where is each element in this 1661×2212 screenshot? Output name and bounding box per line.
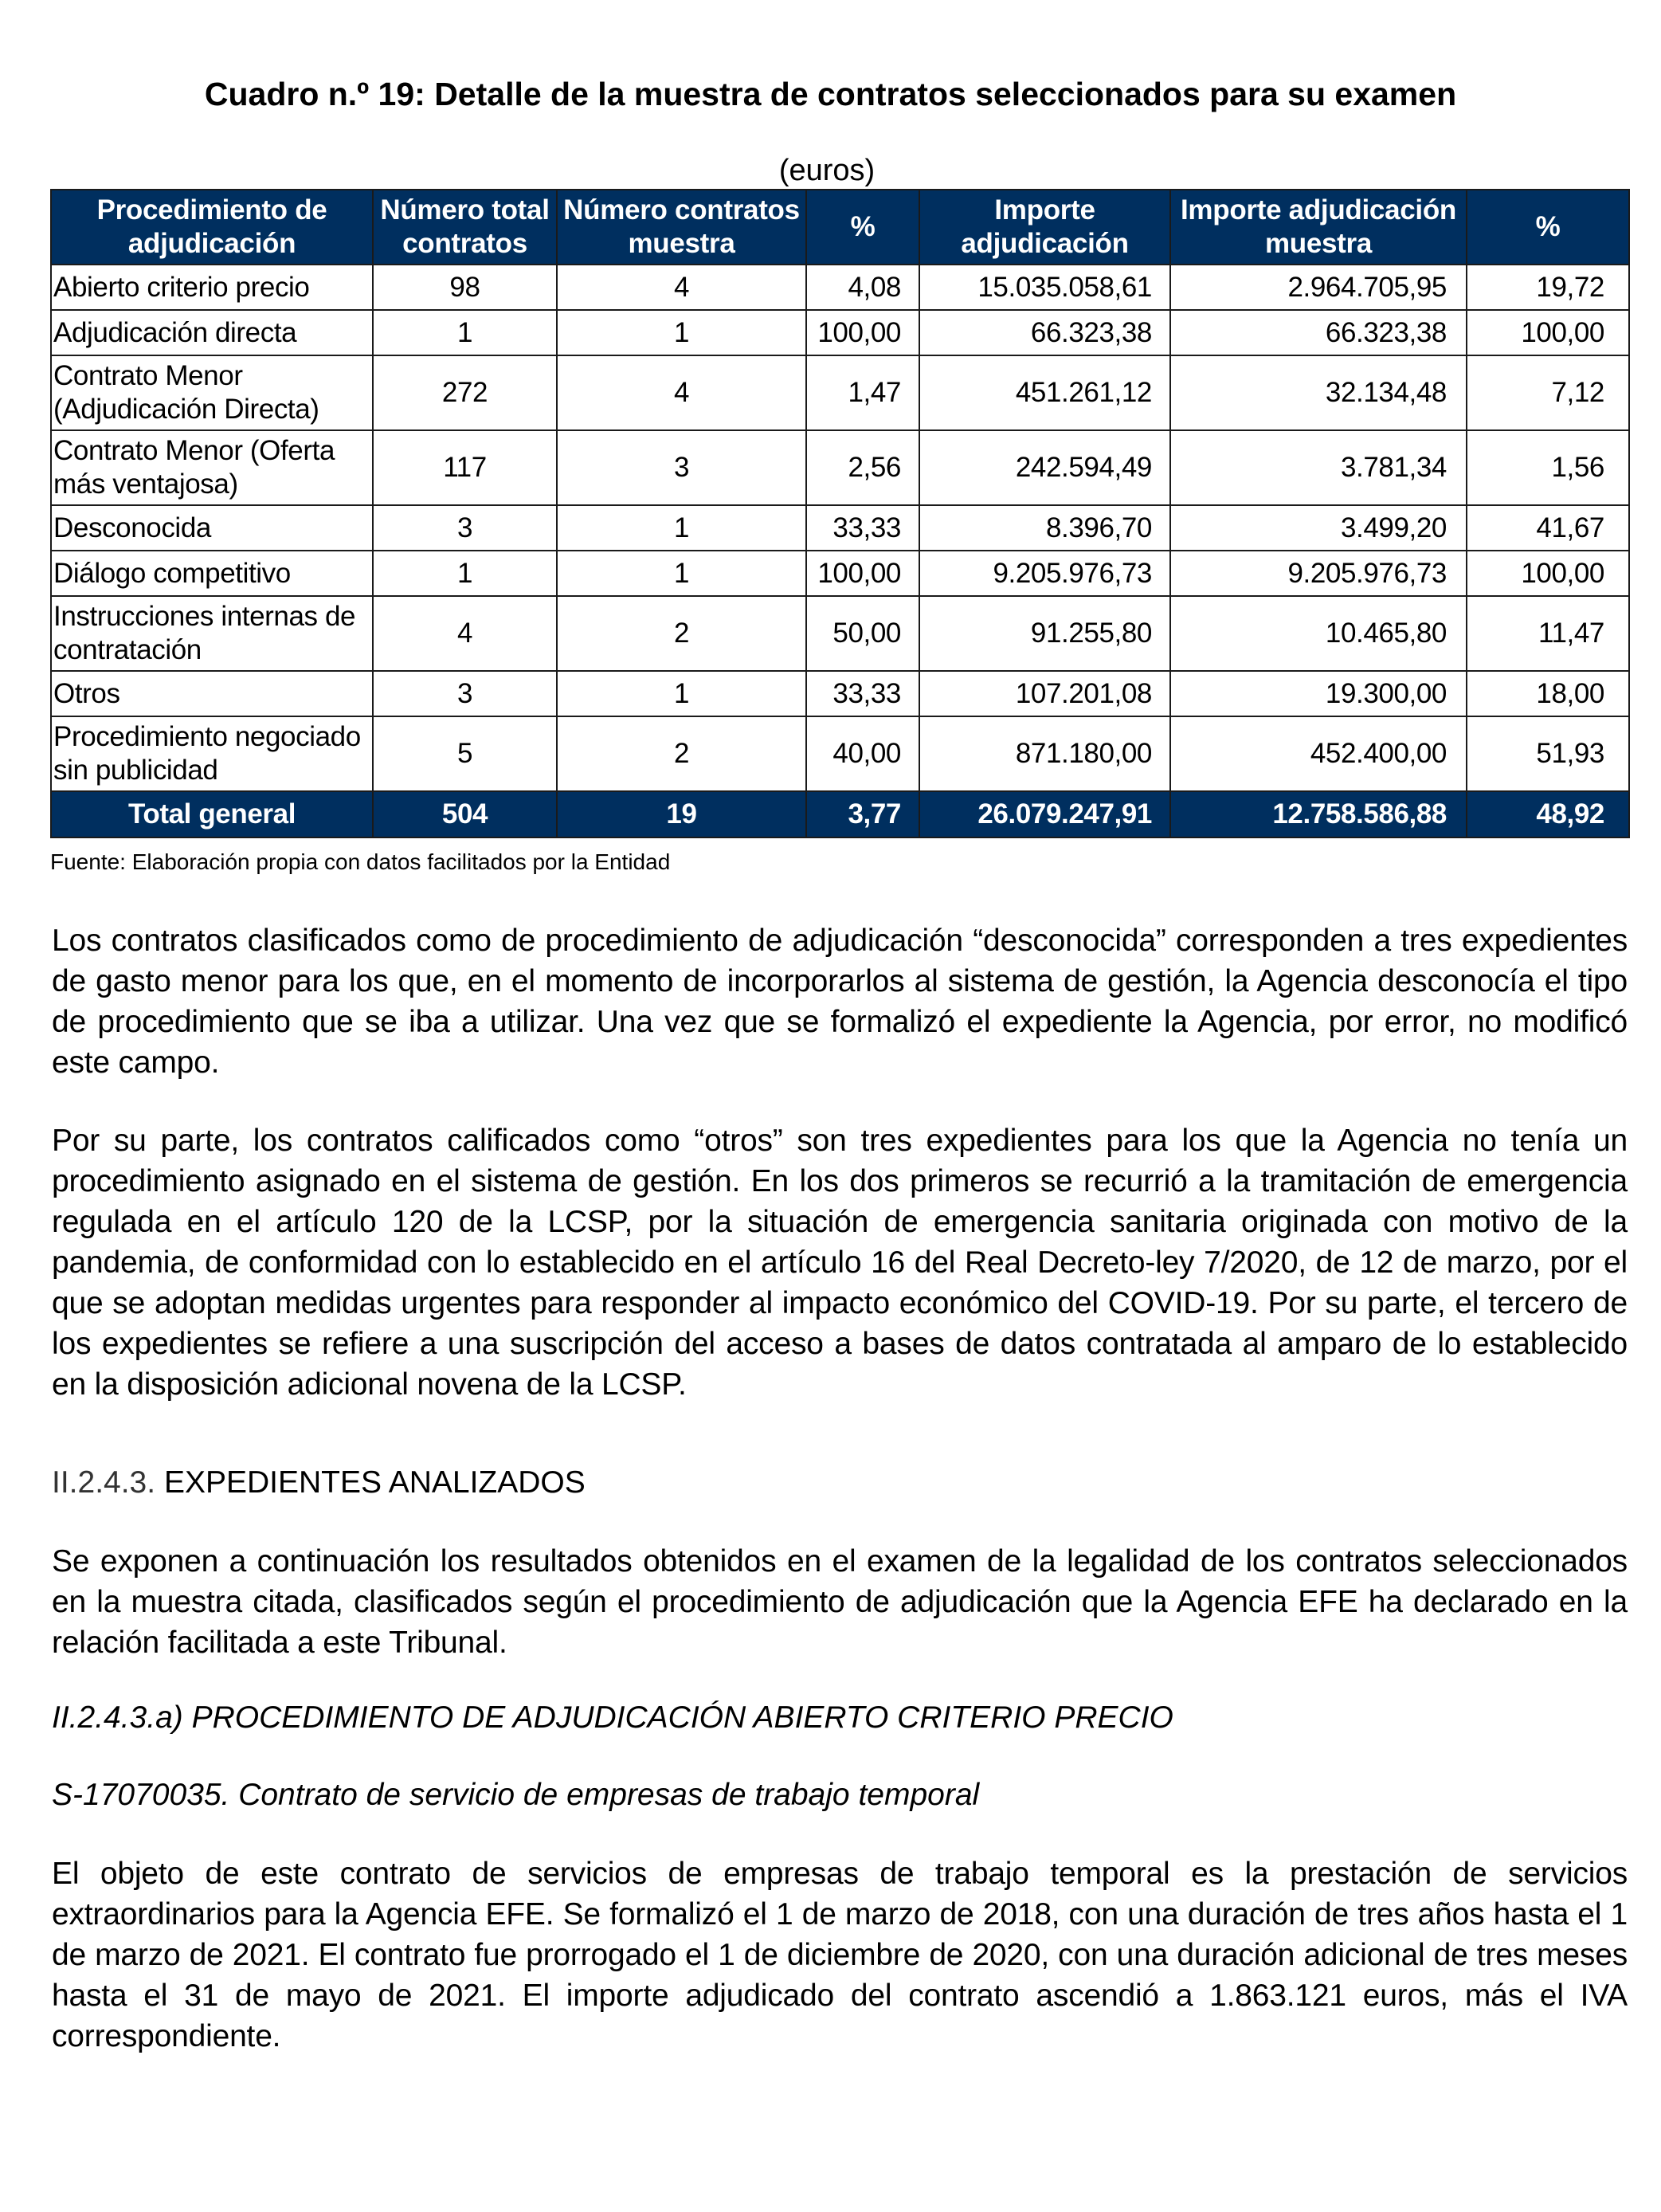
- cell-total: 3: [373, 671, 557, 716]
- cell-pct-num: 50,00: [806, 596, 919, 671]
- cell-importe: 242.594,49: [919, 430, 1170, 505]
- cell-total: 117: [373, 430, 557, 505]
- subsection-heading: II.2.4.3.a) PROCEDIMIENTO DE ADJUDICACIÓN ABIERTO CRITERIO PRECIO: [52, 1700, 1173, 1735]
- cell-importe-muestra: 66.323,38: [1170, 310, 1467, 355]
- cell-procedimiento: Adjudicación directa: [51, 310, 373, 355]
- cell-total-importe: 26.079.247,91: [919, 791, 1170, 837]
- cell-importe-muestra: 19.300,00: [1170, 671, 1467, 716]
- unit-label: (euros): [778, 154, 876, 187]
- column-header-importe-muestra: Importe adjudicación muestra: [1170, 190, 1467, 265]
- cell-muestra: 1: [557, 310, 806, 355]
- cell-importe-muestra: 3.499,20: [1170, 505, 1467, 551]
- table-row: [51, 430, 1629, 505]
- cell-total-label: Total general: [51, 791, 373, 837]
- table-row: [51, 505, 1629, 551]
- contracts-sample-table: [50, 189, 1630, 838]
- cell-pct-imp: 11,47: [1467, 596, 1629, 671]
- cell-pct-num: 100,00: [806, 310, 919, 355]
- cell-importe: 107.201,08: [919, 671, 1170, 716]
- cell-procedimiento: Otros: [51, 671, 373, 716]
- cell-importe-muestra: 2.964.705,95: [1170, 265, 1467, 310]
- cell-pct-imp: 18,00: [1467, 671, 1629, 716]
- column-header-procedimiento: Procedimiento de adjudicación: [51, 190, 373, 265]
- cell-total-total: 504: [373, 791, 557, 837]
- cell-pct-imp: 19,72: [1467, 265, 1629, 310]
- cell-importe: 15.035.058,61: [919, 265, 1170, 310]
- cell-procedimiento: Abierto criterio precio: [51, 265, 373, 310]
- table-row: [51, 310, 1629, 355]
- table-row: [51, 716, 1629, 791]
- cell-muestra: 2: [557, 596, 806, 671]
- cell-muestra: 1: [557, 505, 806, 551]
- cell-total-muestra: 19: [557, 791, 806, 837]
- cell-pct-num: 2,56: [806, 430, 919, 505]
- cell-muestra: 1: [557, 671, 806, 716]
- cell-muestra: 4: [557, 355, 806, 430]
- cell-pct-num: 4,08: [806, 265, 919, 310]
- table-source-note: Fuente: Elaboración propia con datos facilitados por la Entidad: [50, 849, 671, 874]
- cell-total: 3: [373, 505, 557, 551]
- cell-muestra: 3: [557, 430, 806, 505]
- cell-total: 98: [373, 265, 557, 310]
- cell-total: 4: [373, 596, 557, 671]
- cell-procedimiento: Contrato Menor (Adjudicación Directa): [51, 355, 373, 430]
- table-row: [51, 551, 1629, 596]
- cell-importe: 8.396,70: [919, 505, 1170, 551]
- cell-importe-muestra: 10.465,80: [1170, 596, 1467, 671]
- cell-pct-imp: 51,93: [1467, 716, 1629, 791]
- column-header-porcentaje-importe: %: [1467, 190, 1629, 265]
- cell-importe-muestra: 32.134,48: [1170, 355, 1467, 430]
- column-header-numero-total: Número total contratos: [373, 190, 557, 265]
- cell-importe: 871.180,00: [919, 716, 1170, 791]
- cell-pct-num: 33,33: [806, 671, 919, 716]
- cell-procedimiento: Desconocida: [51, 505, 373, 551]
- cell-total: 272: [373, 355, 557, 430]
- cell-muestra: 2: [557, 716, 806, 791]
- section-number: II.2.4.3.: [52, 1465, 156, 1500]
- cell-pct-imp: 100,00: [1467, 310, 1629, 355]
- cell-pct-num: 100,00: [806, 551, 919, 596]
- cell-pct-imp: 1,56: [1467, 430, 1629, 505]
- cell-importe-muestra: 9.205.976,73: [1170, 551, 1467, 596]
- cell-procedimiento: Contrato Menor (Oferta más ventajosa): [51, 430, 373, 505]
- column-header-porcentaje-numero: %: [806, 190, 919, 265]
- cell-procedimiento: Instrucciones internas de contratación: [51, 596, 373, 671]
- cell-muestra: 4: [557, 265, 806, 310]
- cell-pct-imp: 7,12: [1467, 355, 1629, 430]
- paragraph-intro-results: Se exponen a continuación los resultados obtenidos en el examen de la legalidad de los contratos seleccionados en la muestra citada, clasificados según el procedimiento de adjudicación que la Agencia EFE ha declarado en la relación facilitada a este Tribunal.: [52, 1544, 1628, 1660]
- cell-pct-imp: 100,00: [1467, 551, 1629, 596]
- cell-muestra: 1: [557, 551, 806, 596]
- contract-heading: S-17070035. Contrato de servicio de empresas de trabajo temporal: [52, 1778, 980, 1812]
- cell-procedimiento: Diálogo competitivo: [51, 551, 373, 596]
- cell-importe-muestra: 3.781,34: [1170, 430, 1467, 505]
- cell-importe: 451.261,12: [919, 355, 1170, 430]
- cell-importe: 9.205.976,73: [919, 551, 1170, 596]
- cell-importe: 66.323,38: [919, 310, 1170, 355]
- table-caption: Cuadro n.º 19: Detalle de la muestra de contratos seleccionados para su examen: [204, 76, 1457, 112]
- cell-procedimiento: Procedimiento negociado sin publicidad: [51, 716, 373, 791]
- paragraph-contract-description: El objeto de este contrato de servicios de empresas de trabajo temporal es la prestación de servicios extraordinarios para la Agencia EFE. Se formalizó el 1 de marzo de 2018, con una duración de tres años hasta el 1 de marzo de 2021. El contrato fue prorrogado el 1 de diciembre de 2020, con una duración adicional de tres meses hasta el 31 de mayo de 2021. El importe adjudicado del contrato ascendió a 1.863.121 euros, más el IVA correspondiente.: [52, 1857, 1628, 2053]
- cell-total-importe-muestra: 12.758.586,88: [1170, 791, 1467, 837]
- cell-total-pct-num: 3,77: [806, 791, 919, 837]
- column-header-importe: Importe adjudicación: [919, 190, 1170, 265]
- table-row: [51, 671, 1629, 716]
- paragraph-desconocida: Los contratos clasificados como de procedimiento de adjudicación “desconocida” corresponden a tres expedientes de gasto menor para los que, en el momento de incorporarlos al sistema de gestión, la Agencia desconocía el tipo de procedimiento que se iba a utilizar. Una vez que se formalizó el expediente la Agencia, por error, no modificó este campo.: [52, 924, 1628, 1080]
- cell-importe: 91.255,80: [919, 596, 1170, 671]
- table-header-row: [51, 190, 1629, 265]
- cell-total: 5: [373, 716, 557, 791]
- column-header-numero-muestra: Número contratos muestra: [557, 190, 806, 265]
- cell-total: 1: [373, 310, 557, 355]
- cell-pct-num: 1,47: [806, 355, 919, 430]
- cell-pct-num: 40,00: [806, 716, 919, 791]
- cell-importe-muestra: 452.400,00: [1170, 716, 1467, 791]
- table-total-row: [51, 791, 1629, 837]
- cell-total-pct-imp: 48,92: [1467, 791, 1629, 837]
- table-row: [51, 355, 1629, 430]
- cell-pct-imp: 41,67: [1467, 505, 1629, 551]
- table-row: [51, 265, 1629, 310]
- section-title: EXPEDIENTES ANALIZADOS: [163, 1465, 586, 1500]
- cell-pct-num: 33,33: [806, 505, 919, 551]
- paragraph-otros: Por su parte, los contratos calificados como “otros” son tres expedientes para los que la Agencia no tenía un procedimiento asignado en el sistema de gestión. En los dos primeros se recurrió a la tramitación de emergencia regulada en el artículo 120 de la LCSP, por la situación de emergencia sanitaria originada con motivo de la pandemia, de conformidad con lo establecido en el artículo 16 del Real Decreto-ley 7/2020, de 12 de marzo, por el que se adoptan medidas urgentes para responder al impacto económico del COVID-19. Por su parte, el tercero de los expedientes se refiere a una suscripción del acceso a bases de datos contratada al amparo de lo establecido en la disposición adicional novena de la LCSP.: [52, 1124, 1628, 1402]
- table-row: [51, 596, 1629, 671]
- cell-total: 1: [373, 551, 557, 596]
- section-heading: [52, 1462, 586, 1503]
